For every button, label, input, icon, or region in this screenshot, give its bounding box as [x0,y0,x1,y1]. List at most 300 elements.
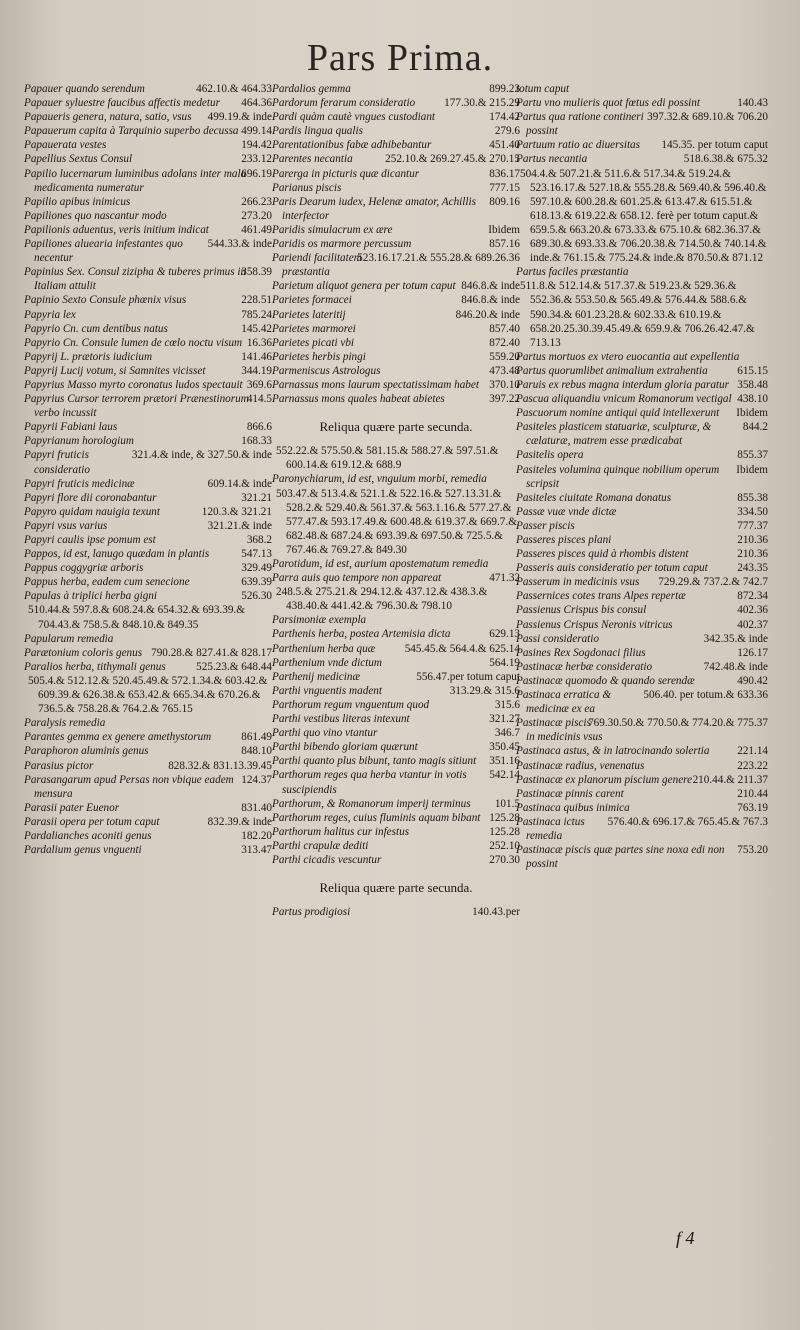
index-entry [24,237,272,265]
index-column-3 [516,82,768,871]
index-entry-term: Pappos, id est, lanugo quædam in plantis [24,548,210,561]
index-entry-term: Papyrij L. prætoris iudicium [24,350,153,363]
index-entry-term: Partus necantia [516,153,588,166]
index-entry-term: Passeres pisces plani [516,534,612,546]
index-entry [24,195,272,209]
index-entry-locator: 321.21 [241,491,272,504]
index-entry-term: Papyrio Cn. cum dentibus natus [24,322,168,335]
index-entry [272,797,520,811]
index-entry [516,603,768,617]
index-entry-locator: 615.15 [737,364,768,377]
index-entry-term: Pastinacæ piscis in medicinis vsus [516,717,603,744]
index-entry [24,730,272,744]
index-entry-term: Paralios herba, tithymali genus [24,660,166,673]
index-entry-term: Pastinaca ictus remedia [516,815,585,842]
index-entry-locator: 252.10 [489,839,520,852]
index-entry-term: Parnassus mons laurum spectatissimam habet [272,378,479,391]
index-entry [516,392,768,406]
index-entry-locator: 542.14 [489,769,520,782]
index-entry-term: Parantes gemma ex genere amethystorum [24,731,212,744]
index-entry-locator: 145.42 [241,322,272,335]
index-entry [516,801,768,815]
index-entry-term: Parerga in picturis quæ dicantur [272,167,420,180]
index-entry-term: Papyrio Cn. Consule lumen de cœlo noctu visum [24,336,243,349]
index-entry-term: Parthorum reges, cuius fluminis aquam bibant [272,811,481,824]
index-entry-locator: 742.48.& inde [703,660,768,673]
index-entry [272,627,520,641]
index-entry [516,364,768,378]
index-entry-term: Parthenij medicinæ [272,670,360,683]
index-entry [516,378,768,392]
index-entry [272,698,520,712]
index-entry-term: Papiliones quo nascantur modo [24,209,167,222]
index-entry [272,237,520,251]
index-entry [24,561,272,575]
index-entry [272,712,520,726]
index-entry-locator: 370.10 [489,378,520,391]
index-entry [24,82,272,96]
index-entry [516,110,768,138]
index-entry-term: Parietes marmorei [272,322,356,335]
index-entry-locator: 857.40 [489,322,520,335]
index-entry-locator: 832.39.& inde [207,815,272,828]
index-entry-locator: 252.10.& 269.27.45.& 270.15 [385,153,520,166]
index-entry-locator: 461.49 [241,223,272,236]
index-entry-locator: 342.35.& inde [703,632,768,645]
index-entry [516,96,768,110]
index-entry [272,124,520,138]
index-entry [24,505,272,519]
index-entry-locator: 753.20 [737,844,768,857]
index-entry [272,768,520,796]
index-entry [516,167,768,280]
index-entry-term: Passeris auis consideratio per totum caput [516,562,708,575]
index-entry-locator: 866.6 [246,421,272,434]
index-entry-term: Parietum aliquot genera per totum caput [272,280,456,293]
index-entry-term: Parthenium herba quæ [272,642,376,655]
index-entry [24,336,272,350]
index-entry-locator: 120.3.& 321.21 [201,505,272,518]
index-entry [516,519,768,533]
index-entry-locator: 334.50 [737,505,768,518]
index-entry-locator: 351.16 [489,755,520,768]
index-entry-locator: Ibidem [736,407,768,420]
index-entry-term: Parætonium coloris genus [24,646,143,659]
index-entry-term: Parasius pictor [24,759,94,772]
index-entry-term: Papulas à triplici herba gigni [24,590,158,603]
index-entry [24,265,272,293]
index-entry [24,660,272,674]
index-entry [24,448,272,476]
index-entry-term: Papyri caulis ipse pomum est [24,534,156,546]
index-entry-term: Papyri vsus varius [24,519,108,532]
index-entry-locator: 790.28.& 827.41.& 828.17 [151,646,272,659]
index-entry [272,308,520,322]
index-entry [516,505,768,519]
index-entry-term: Papauerum capita à Tarquinio superbo decussa [24,125,239,138]
index-entry-locator: 556.47.per totum caput [416,670,520,683]
index-entry-term: Parnassus mons quales habeat abietes [272,393,445,406]
index-entry [516,138,768,152]
index-entry [516,744,768,758]
index-entry-term: Partus prodigiosi [272,906,351,919]
index-entry-locator: 769.30.50.& 770.50.& 774.20.& 775.37 [588,717,768,730]
index-entry-term: Pardalios gemma [272,83,351,95]
index-entry [272,336,520,350]
index-entry-locator: 518.6.38.& 675.32 [683,153,768,166]
index-entry-locator: 101.5 [494,797,520,810]
index-entry-term: Parasii opera per totum caput [24,815,160,828]
index-entry-term: Parsimoniæ exempla [272,614,367,627]
index-entry [24,152,272,166]
index-entry-locator: 210.44.& 211.37 [692,773,768,786]
index-entry [272,82,520,96]
index-entry-locator: 358.39 [241,266,272,279]
index-entry [272,110,520,124]
index-entry-locator: 125.28 [489,825,520,838]
index-entry-term: Pastinacæ ex planorum piscium genere [516,773,693,786]
index-entry-locator: 831.40 [241,801,272,814]
index-entry [516,660,768,674]
index-entry-locator: 177.30.& 215.29 [444,97,520,110]
index-entry [516,533,768,547]
index-entry-term: Paraphoron aluminis genus [24,745,149,758]
index-entry-locator: 499.19.& inde [207,111,272,124]
index-entry-term: totum caput [516,83,570,95]
index-entry [272,740,520,754]
index-entry-term: Paronychiarum, id est, vnguium morbi, remedia [272,473,487,486]
index-entry-locator: 547.13 [241,548,272,561]
index-entry-locator: 451.40 [489,139,520,152]
index-entry-term: Passerum in medicinis vsus [516,576,640,589]
index-entry-locator: 233.12 [241,153,272,166]
index-entry [24,575,272,589]
index-entry [516,406,768,420]
index-entry-term: Papyrius Masso myrto coronatus ludos spectauit [24,378,243,391]
index-entry [272,350,520,364]
index-entry [24,801,272,815]
index-entry-locator: 629.13 [489,628,520,641]
index-entry-term: Pastinacæ radius, venenatus [516,759,645,772]
index-entry-term: Partu vno mulieris quot fœtus edi possint [516,97,700,110]
index-entry-locator: 510.44.& 597.8.& 608.24.& 654.32.& 693.39.& 704.43.& 758.5.& 848.10.& 849.35 [28,604,245,631]
index-entry [24,96,272,110]
index-entry [516,82,768,96]
index-entry [272,825,520,839]
index-entry [24,759,272,773]
index-entry-locator: 828.32.& 831.13.39.45 [168,759,272,772]
index-entry-locator: 141.46 [241,350,272,363]
index-entry-locator: 145.35. per totum caput [661,139,768,152]
index-entry-term: Partus faciles præstantia [516,266,629,279]
index-entry [272,138,520,152]
index-entry-locator: 369.6 [246,378,272,391]
index-entry-term: Partus quorumlibet animalium extrahentia [516,364,708,377]
index-entry-locator: 511.8.& 512.14.& 517.37.& 519.23.& 529.36.& 552.36.& 553.50.& 565.49.& 576.44.& 588.6.& 590.34.& 601.23.28.& 602.33.& 610.19.& 658.20.25.30.39.45.49.& 659.9.& 706.26.42.47.& 713.13 [520,280,755,349]
index-entry-term: Papyri flore dii coronabantur [24,491,157,504]
index-entry-term: Paruis ex rebus magna interdum gloria paratur [516,378,729,391]
index-entry-term: Passi consideratio [516,632,599,645]
index-entry [516,152,768,166]
index-entry-term: Pardalium genus vnguenti [24,844,142,857]
index-entry-term: Parentationibus fabæ adhibebantur [272,139,432,152]
index-entry-term: Pasiteles volumina quinque nobilium operum scripsit [516,463,720,490]
index-entry-locator: 228.51 [241,294,272,307]
index-entry-term: Parianus piscis [272,181,342,194]
index-entry-term: Parthorum regum vnguentum quod [272,698,430,711]
index-entry-term: Pardalianches aconiti genus [24,829,152,842]
index-entry-term: Parra auis quo tempore non appareat [272,572,442,585]
index-entry-locator: 506.40. per totum.& 633.36 [643,689,768,702]
index-entry-locator: 559.20 [489,350,520,363]
index-entry [272,905,520,919]
index-entry-locator: 16.36 [246,336,272,349]
index-entry-locator: 279.6 [494,125,520,138]
index-entry-term: Papinius Sex. Consul zizipha & tuberes primus in Italiam attulit [24,266,247,293]
index-entry-term: Parthi bibendo gloriam quærunt [272,741,418,754]
index-entry-locator: 846.8.& inde [461,294,520,307]
index-entry [24,308,272,322]
index-entry-locator: 490.42 [737,674,768,687]
index-entry-term: Papauer syluestre faucibus affectis medetur [24,97,220,110]
index-entry [516,646,768,660]
index-entry-locator: 609.14.& inde [207,477,272,490]
index-entry [272,585,520,627]
index-entry-term: Parotidum, id est, aurium apostematum remedia [272,558,489,570]
index-entry-term: Pardi quàm cautè vngues custodiant [272,111,436,124]
index-entry [24,293,272,307]
index-entry-term: Papinio Sexto Consule phœnix visus [24,294,187,307]
index-entry-locator: 846.8.& inde [461,280,520,293]
index-entry [24,124,272,138]
index-entry-locator: 544.33.& inde [207,238,272,251]
index-entry-locator: 473.48 [489,364,520,377]
index-entry-term: Pardorum ferarum consideratio [272,97,416,110]
index-entry [516,618,768,632]
index-entry-locator: 270.30 [489,853,520,866]
index-entry [272,726,520,740]
index-entry-term: Pasitelis opera [516,449,584,462]
index-entry [24,392,272,420]
index-entry-term: Papilio apibus inimicus [24,195,131,208]
index-entry-term: Parthi quanto plus bibunt, tanto magis sitiunt [272,755,477,768]
index-entry-term: Pastinacæ quomodo & quando serendæ [516,674,695,687]
index-entry-term: Parthorum halitus cur infestus [272,825,410,838]
index-entry-term: Partus mortuos ex vtero euocantia aut expellentia [516,350,740,363]
index-entry-term: Parietes picati vbi [272,336,355,349]
index-entry-locator: 350.45 [489,741,520,754]
index-entry-locator: 321.21.& inde [207,519,272,532]
index-entry [24,167,272,195]
index-entry-term: Papauer quando serendum [24,83,145,95]
index-entry-term: Parietes formacei [272,294,352,307]
index-entry-locator: 126.17 [737,646,768,659]
index-entry-locator: 462.10.& 464.33 [196,83,272,95]
index-entry [516,688,768,716]
index-entry [24,589,272,603]
index-entry-locator: 861.49 [241,731,272,744]
index-entry [272,656,520,670]
index-entry-term: Paridis os marmore percussum [272,238,412,251]
index-entry [272,364,520,378]
signature-mark: f 4 [676,1228,695,1248]
index-entry [516,843,768,871]
index-entry-locator: 545.45.& 564.4.& 625.14 [404,642,520,655]
section-note: Reliqua quære parte secunda. [319,880,473,896]
index-entry-term: Papyrius Cursor terrorem prætori Prænestinorum verbo incussit [24,393,249,420]
index-entry-term: Papyri fruticis consideratio [24,449,90,476]
index-entry [516,632,768,646]
index-entry-term: Papyro quidam nauigia texunt [24,505,160,518]
index-entry-term: Pardis lingua qualis [272,125,363,138]
index-entry-locator: 809.16 [489,195,520,208]
index-entry-term: Papyrianum horologium [24,435,134,448]
index-entry-term: Parmeniscus Astrologus [272,364,381,377]
index-entry-term: Pasiteles ciuitate Romana donatus [516,491,672,504]
index-entry [272,378,520,392]
index-entry [516,279,768,364]
index-entry-locator: 848.10 [241,745,272,758]
index-entry-locator: 525.23.& 648.44 [196,660,272,673]
index-entry-locator: 526.30 [241,590,272,603]
index-entry-locator: 174.42 [489,111,520,124]
index-entry-term: Pasiteles plasticem statuariæ, sculpturæ, & cælaturæ, matrem esse prædicabat [516,421,712,448]
index-entry-locator: 346.7 [494,727,520,740]
index-entry [24,322,272,336]
index-entry-term: Papularum remedia [24,632,114,645]
index-entry [516,815,768,843]
index-entry [24,603,272,645]
index-entry-locator: 855.38 [737,491,768,504]
index-entry [516,575,768,589]
index-entry [272,195,520,223]
index-entry [516,420,768,448]
index-entry-term: Parthorum, & Romanorum imperij terminus [272,797,471,810]
index-entry-term: Papilio lucernarum luminibus adolans inter mala medicamenta numeratur [24,167,247,194]
index-entry [24,434,272,448]
index-entry-locator: 210.36 [737,534,768,546]
index-entry-locator: 402.37 [737,618,768,631]
index-entry [516,448,768,462]
index-entry-locator: 273.20 [241,209,272,222]
index-entry-term: Parthi cicadis vescuntur [272,853,382,866]
index-column-2 [272,82,520,919]
index-entry-locator: 182.20 [241,829,272,842]
index-entry [24,378,272,392]
index-entry-locator: 223.22 [737,759,768,772]
index-entry-locator: 397.22 [489,393,520,406]
index-entry-term: Parietes herbis pingi [272,350,366,363]
index-entry [272,251,520,279]
index-entry-term: Papiliones aluearia infestantes quo necentur [24,238,183,265]
index-entry [272,684,520,698]
index-entry-term: Papaueris genera, natura, satio, vsus [24,111,192,124]
index-entry-term: Parthorum reges qua herba vtantur in votis suscipiendis [272,769,467,796]
index-entry-term: Passæ vuæ vnde dictæ [516,505,617,518]
index-entry [24,420,272,434]
index-entry [272,293,520,307]
index-entry-locator: 696.19 [241,167,272,180]
index-entry [516,759,768,773]
index-entry [24,138,272,152]
index-entry-locator: 763.19 [737,801,768,814]
index-entry-locator: 872.34 [737,590,768,603]
index-entry-term: Pappus coggygriæ arboris [24,562,144,575]
index-entry [24,223,272,237]
index-entry [516,547,768,561]
index-entry [272,642,520,656]
index-entry-term: Papyria lex [24,308,76,321]
index-entry-term: Pastinacæ pinnis carent [516,787,624,800]
index-entry [24,744,272,758]
index-entry-locator: 344.19 [241,364,272,377]
index-entry-term: Parasii pater Euenor [24,801,120,814]
index-entry-locator: 321.27 [489,713,520,726]
index-entry-locator: 464.36 [241,97,272,110]
index-entry-locator: 639.39 [241,576,272,589]
index-entry-locator: 397.32.& 689.10.& 706.20 [647,111,768,124]
index-entry-locator: 368.2 [246,534,272,546]
index-entry-term: Paralysis remedia [24,717,106,730]
index-entry [272,96,520,110]
index-entry-locator: Ibidem [488,223,520,236]
index-entry-term: Parthi quo vino vtantur [272,727,378,740]
index-entry-locator: 221.14 [737,745,768,758]
index-entry-term: Partuum ratio ac diuersitas [516,139,640,152]
index-entry-term: Papellius Sextus Consul [24,153,133,166]
index-entry [24,646,272,660]
index-entry [272,181,520,195]
index-entry [516,561,768,575]
index-entry [272,670,520,684]
index-entry-locator: 777.37 [737,519,768,532]
index-entry-locator: 194.42 [241,139,272,152]
index-entry-locator: 564.19 [489,656,520,669]
index-entry-locator: 504.4.& 507.21.& 511.6.& 517.34.& 519.24.& 523.16.17.& 527.18.& 555.28.& 569.40.& 596.40.& 597.10.& 600.28.& 601.25.& 613.47.& 615.51.& 618.13.& 619.22.& 658.12. ferè per totum caput.& 659.5.& 663.20.& 673.33.& 675.10.& 682.36.37.& 689.30.& 693.33.& 706.20.38.& 714.50.& 740.14.& inde.& 761.15.& 775.24.& inde.& 870.50.& 871.12 [520,167,767,265]
index-entry-locator: 140.43.per [472,906,520,919]
index-entry-term: Papauerata vestes [24,139,107,152]
index-entry-locator: 523.16.17.21.& 555.28.& 689.26.36 [357,252,520,265]
index-entry-term: Papyrii Fabiani laus [24,421,118,434]
index-entry-locator: 857.16 [489,238,520,251]
index-entry [272,223,520,237]
index-entry [272,444,520,486]
index-entry-term: Parentes necantia [272,153,353,166]
index-entry [272,322,520,336]
index-entry-locator: 499.14 [241,125,272,138]
index-entry-locator: 243.35 [737,562,768,575]
index-entry [24,533,272,547]
index-entry-locator: 210.36 [737,548,768,561]
index-entry-term: Pariendi facilitatem præstantia [272,252,362,279]
index-entry-term: Papyrij Lucij votum, si Samnites vicisset [24,364,206,377]
index-entry-term: Passernices cotes trans Alpes repertæ [516,590,686,603]
index-entry-locator: 503.47.& 513.4.& 521.1.& 522.16.& 527.13.31.& 528.2.& 529.40.& 561.37.& 563.1.16.& 577.27.& 577.47.& 593.17.49.& 600.48.& 619.37.& 669.7.& 682.48.& 687.24.& 693.39.& 697.50.& 725.5.& 767.46.& 769.27.& 849.30 [276,487,517,556]
index-entry-locator: 844.2 [742,421,768,434]
index-entry-term: Pastinaca quibus inimica [516,801,630,814]
index-entry-term: Pastinaca astus, & in latrocinando solertia [516,745,710,758]
index-entry-term: Parthenis herba, postea Artemisia dicta [272,628,451,641]
index-entry-term: Pascuorum nomine antiqui quid intellexerunt [516,407,720,420]
index-entry [272,853,520,867]
index-entry-locator: 210.44 [737,787,768,800]
index-entry [516,491,768,505]
index-entry-locator: 872.40 [489,336,520,349]
index-entry-locator: 124.37 [241,773,272,786]
index-entry [272,392,520,406]
index-entry [24,110,272,124]
index-entry-term: Passienus Crispus Neronis vitricus [516,618,673,631]
